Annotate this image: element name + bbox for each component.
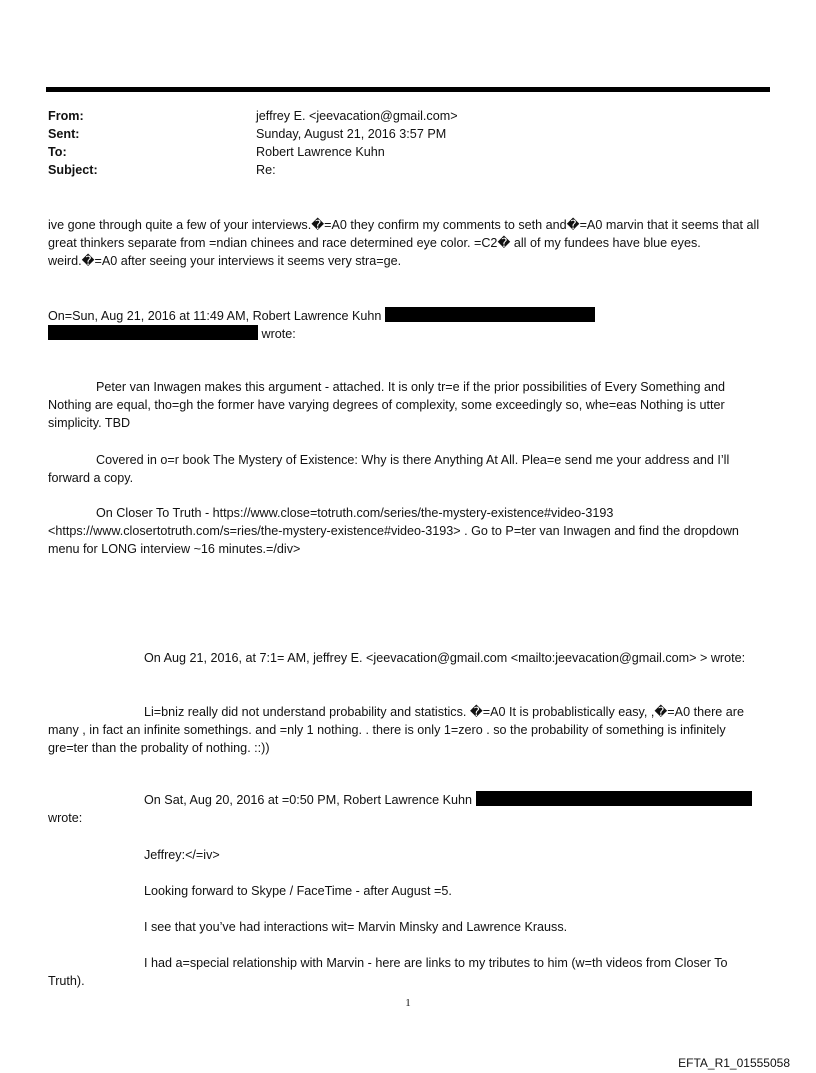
- page-number: 1: [405, 997, 411, 1009]
- inwagen-paragraph: Peter van Inwagen makes this argument - attached. It is only tr=e if the prior possibilities of Every Something and Nothing are equal, tho=gh the former have varying degrees of complexity, some exceedingly so, whe=eas Nothing is utter simplicity. TBD: [48, 380, 725, 430]
- bates-number: EFTA_R1_01555058: [678, 1056, 790, 1070]
- redaction-block: [476, 791, 752, 806]
- quote-header-1: [48, 307, 768, 343]
- body-paragraph-2: [48, 378, 768, 432]
- quote-header-3-text: On Sat, Aug 20, 2016 at =0:50 PM, Robert Lawrence Kuhn: [144, 793, 473, 807]
- quote-header-3-wrote: wrote:: [48, 811, 83, 825]
- sent-value: Sunday, August 21, 2016 3:57 PM: [256, 127, 447, 141]
- sent-row: [48, 125, 748, 143]
- reply-text: ive gone through quite a few of your interviews.�=A0 they confirm my comments to seth and�=A0 marvin that it seems that all great thinkers separate from =ndian chinees and race determined eye color. =C2� all of my fundees have blue eyes. weird.�=A0 after seeing your interviews it seems very stra=ge.: [48, 218, 760, 268]
- email-header: [48, 107, 748, 179]
- to-row: [48, 143, 748, 161]
- quote-header-1-line1: [48, 307, 768, 325]
- quote-header-3-line1: [48, 791, 768, 809]
- header-rule: [46, 87, 770, 92]
- skype-line: Looking forward to Skype / FaceTime - after August =5.: [144, 884, 452, 898]
- to-label: To:: [48, 145, 67, 159]
- subject-value: Re:: [256, 163, 276, 177]
- quote-header-1-text: On=Sun, Aug 21, 2016 at 11:49 AM, Robert Lawrence Kuhn: [48, 309, 382, 323]
- redaction-block: [385, 307, 595, 322]
- tributes-line: I had a=special relationship with Marvin - here are links to my tributes to him (w=th videos from Closer To Truth).: [48, 956, 728, 988]
- body-paragraph-3: [48, 451, 768, 487]
- quote-header-1-line2: [48, 325, 768, 343]
- interactions-line: I see that you’ve had interactions wit= Marvin Minsky and Lawrence Krauss.: [144, 920, 568, 934]
- sent-label: Sent:: [48, 127, 80, 141]
- body-paragraph-8: [48, 918, 768, 936]
- subject-label: Subject:: [48, 163, 98, 177]
- quote-header-2: [48, 649, 768, 667]
- body-paragraph-5: [48, 703, 768, 757]
- from-row: [48, 107, 748, 125]
- closer-to-truth-paragraph: On Closer To Truth - https://www.close=totruth.com/series/the-mystery-existence#video-3193 <https://www.closertotruth.com/s=ries/the-mystery-existence#video-3193> . Go to P=ter van Inwagen and find the dropdown menu for LONG interview ~16 minutes.=/div>: [48, 506, 739, 556]
- body-paragraph-4: [48, 504, 768, 558]
- quote-header-2-text: On Aug 21, 2016, at 7:1= AM, jeffrey E. <jeevacation@gmail.com <mailto:jeevacation@gmail.com> > wrote:: [144, 651, 746, 665]
- subject-row: [48, 161, 748, 179]
- leibniz-paragraph: Li=bniz really did not understand probability and statistics. �=A0 It is probablistically easy, ,�=A0 there are many , in fact an infinite somethings. and =nly 1 nothing. . there is only 1=zero . so the probability of something is infinitely gre=ter than the probality of nothing. ::)): [48, 705, 744, 755]
- body-paragraph-9: [48, 954, 760, 990]
- book-paragraph: Covered in o=r book The Mystery of Existence: Why is there Anything At All. Plea=e send me your address and I’ll forward a copy.: [48, 453, 730, 485]
- to-value: Robert Lawrence Kuhn: [256, 145, 385, 159]
- quote-header-3: [48, 791, 768, 827]
- redaction-block: [48, 325, 258, 340]
- body-paragraph-7: [48, 882, 768, 900]
- quote-header-1-wrote: wrote:: [261, 327, 296, 341]
- body-paragraph-1: [48, 216, 768, 270]
- body-paragraph-6: [48, 846, 768, 864]
- from-value: jeffrey E. <jeevacation@gmail.com>: [256, 109, 458, 123]
- greeting-line: Jeffrey:</=iv>: [144, 848, 220, 862]
- from-label: From:: [48, 109, 84, 123]
